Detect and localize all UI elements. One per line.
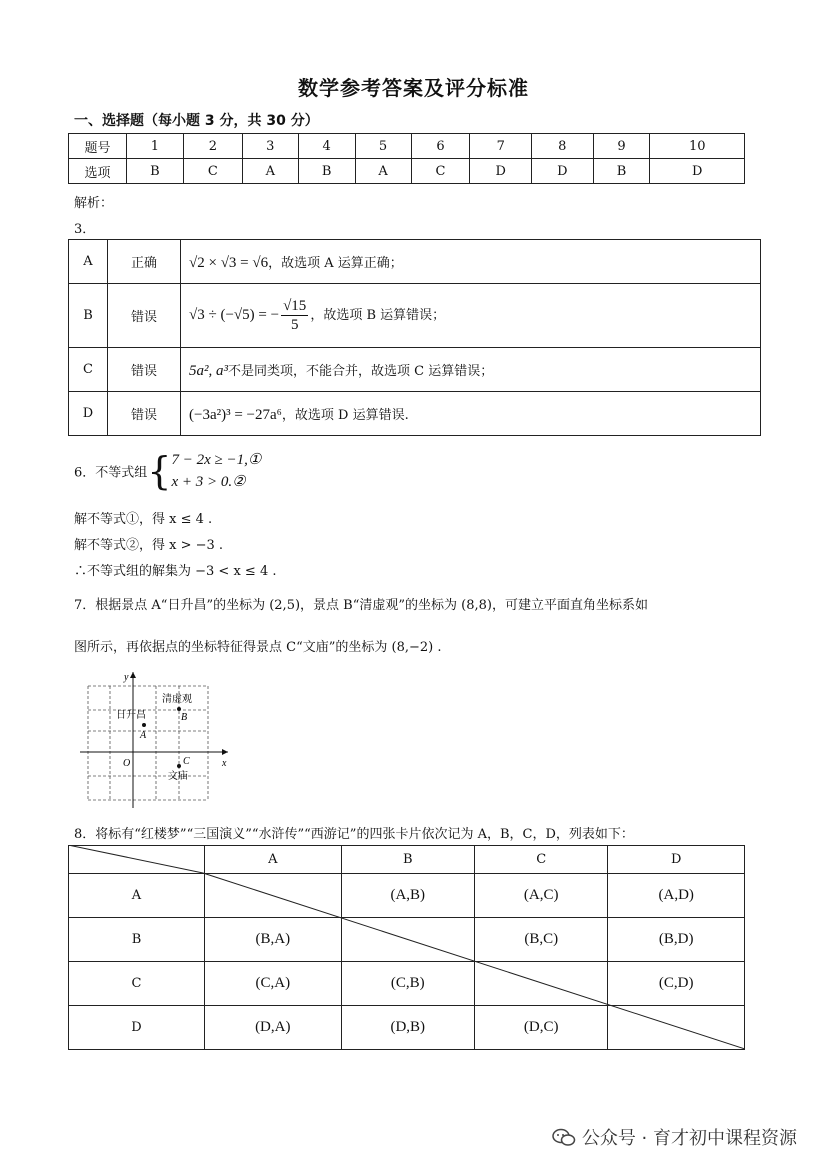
row-label-answer: 选项 — [69, 159, 127, 184]
row-header: D — [69, 1006, 205, 1050]
number-cell: 2 — [183, 134, 242, 159]
q6-step1: 解不等式①，得 x ≤ 4 . — [74, 512, 213, 527]
table-row — [69, 392, 761, 436]
math-expression: √3 ÷ (−√5) = − — [189, 307, 280, 323]
point-b-name: 清虚观 — [162, 694, 192, 705]
number-cell: 3 — [242, 134, 298, 159]
answer-cell: A — [242, 159, 298, 184]
diagonal-lines — [68, 845, 745, 1049]
watermark — [552, 1124, 797, 1150]
analysis-label: 解析： — [74, 196, 114, 211]
column-header: D — [608, 846, 745, 874]
row-label-number: 题号 — [69, 134, 127, 159]
inequality-system — [171, 449, 261, 493]
comment: ，故选项 D 运算错误. — [281, 407, 409, 423]
column-header: C — [474, 846, 607, 874]
number-cell: 5 — [355, 134, 411, 159]
table-row — [69, 348, 761, 392]
fraction — [281, 297, 308, 334]
table-row — [69, 159, 745, 184]
inequality-2: x + 3 > 0.② — [171, 474, 246, 490]
pair-cell: (A,D) — [608, 874, 745, 918]
origin-label: O — [123, 758, 131, 769]
answer-cell: D — [532, 159, 594, 184]
point-c — [177, 764, 181, 768]
explanation-cell — [181, 240, 761, 284]
pair-cell: (D,C) — [474, 1006, 607, 1050]
point-a-letter: A — [140, 730, 147, 741]
corner-diagonal — [68, 845, 203, 873]
comment: ，故选项 B 运算错误； — [310, 308, 446, 323]
row-header: B — [69, 918, 205, 962]
main-diagonal — [203, 873, 745, 1049]
answer-cell: D — [470, 159, 532, 184]
q3-table — [68, 239, 761, 436]
comment: 不是同类项，不能合并，故选项 C 运算错误； — [228, 363, 494, 379]
number-cell: 10 — [650, 134, 745, 159]
answer-cell: B — [298, 159, 355, 184]
pair-cell: (A,C) — [474, 874, 607, 918]
pair-cell: (B,A) — [205, 918, 342, 962]
answer-cell: B — [127, 159, 184, 184]
x-axis-arrow — [222, 749, 228, 755]
number-cell: 9 — [593, 134, 650, 159]
option-cell: C — [69, 348, 108, 392]
explanation-cell — [181, 392, 761, 436]
point-a-name: 日升昌 — [116, 710, 146, 721]
q8-intro: 8．将标有“红楼梦”“三国演义”“水浒传”“西游记”的四张卡片依次记为 A，B，C，D，列表如下： — [74, 827, 634, 842]
point-c-letter: C — [183, 756, 190, 767]
column-header: B — [341, 846, 474, 874]
fraction-numerator: √15 — [283, 298, 307, 314]
answer-cell: A — [355, 159, 411, 184]
row-header: A — [69, 874, 205, 918]
watermark-text: 公众号 · 育才初中课程资源 — [581, 1128, 797, 1149]
comment: ，故选项 A 运算正确； — [268, 255, 403, 271]
math-expression: (−3a²)³ = −27a⁶ — [189, 406, 282, 423]
table-row — [69, 284, 761, 348]
pair-cell: (C,B) — [341, 962, 474, 1006]
number-cell: 6 — [411, 134, 470, 159]
answer-cell: B — [593, 159, 650, 184]
answer-cell: C — [411, 159, 470, 184]
q6-block — [74, 449, 261, 493]
verdict-cell: 正确 — [108, 240, 181, 284]
point-b — [177, 707, 181, 711]
pair-cell: (D,B) — [341, 1006, 474, 1050]
coordinate-graph — [80, 668, 240, 808]
option-cell: B — [69, 284, 108, 348]
option-cell: D — [69, 392, 108, 436]
table-row — [69, 240, 761, 284]
q7-line1: 7．根据景点 A“日升昌”的坐标为 (2,5)，景点 B“清虚观”的坐标为 (8,8)，可建立平面直角坐标系如 — [74, 598, 648, 613]
section-heading-choice: 一、选择题（每小题 3 分，共 30 分） — [74, 113, 319, 129]
point-c-name: 文庙 — [168, 771, 188, 782]
pair-cell: (B,C) — [474, 918, 607, 962]
math-expression: √2 × √3 = √6 — [189, 254, 269, 271]
explanation-cell — [181, 348, 761, 392]
math-expression: 5a², a³ — [189, 362, 228, 379]
pair-cell: (C,D) — [608, 962, 745, 1006]
left-brace: { — [147, 449, 172, 493]
q6-step2: 解不等式②，得 x > −3 . — [74, 538, 224, 553]
answer-cell: C — [183, 159, 242, 184]
q7-line2: 图所示，再依据点的坐标特征得景点 C“文庙”的坐标为 (8,−2) . — [74, 640, 442, 655]
explanation-cell — [181, 284, 761, 348]
pair-cell: (A,B) — [341, 874, 474, 918]
verdict-cell: 错误 — [108, 392, 181, 436]
column-header: A — [205, 846, 342, 874]
row-header: C — [69, 962, 205, 1006]
number-cell: 8 — [532, 134, 594, 159]
pair-cell: (D,A) — [205, 1006, 342, 1050]
pair-cell: (B,D) — [608, 918, 745, 962]
answer-table — [68, 133, 745, 184]
wechat-icon — [552, 1127, 576, 1147]
fraction-denominator: 5 — [290, 317, 299, 333]
inequality-1: 7 − 2x ≥ −1,① — [171, 452, 262, 468]
x-label: x — [222, 758, 227, 769]
q8-table-wrap — [68, 845, 745, 1049]
page-title: 数学参考答案及评分标准 — [298, 76, 529, 100]
point-a — [142, 723, 146, 727]
point-b-letter: B — [181, 712, 188, 723]
y-label: y — [124, 672, 129, 683]
number-cell: 1 — [127, 134, 184, 159]
number-cell: 7 — [470, 134, 532, 159]
option-cell: A — [69, 240, 108, 284]
verdict-cell: 错误 — [108, 348, 181, 392]
q6-label: 6．不等式组 — [74, 465, 148, 481]
table-row — [69, 134, 745, 159]
q3-label: 3． — [74, 222, 96, 237]
answer-cell: D — [650, 159, 745, 184]
verdict-cell: 错误 — [108, 284, 181, 348]
q6-conclusion: ∴不等式组的解集为 −3 < x ≤ 4 . — [74, 564, 277, 579]
pair-cell: (C,A) — [205, 962, 342, 1006]
y-axis-arrow — [130, 672, 136, 678]
number-cell: 4 — [298, 134, 355, 159]
